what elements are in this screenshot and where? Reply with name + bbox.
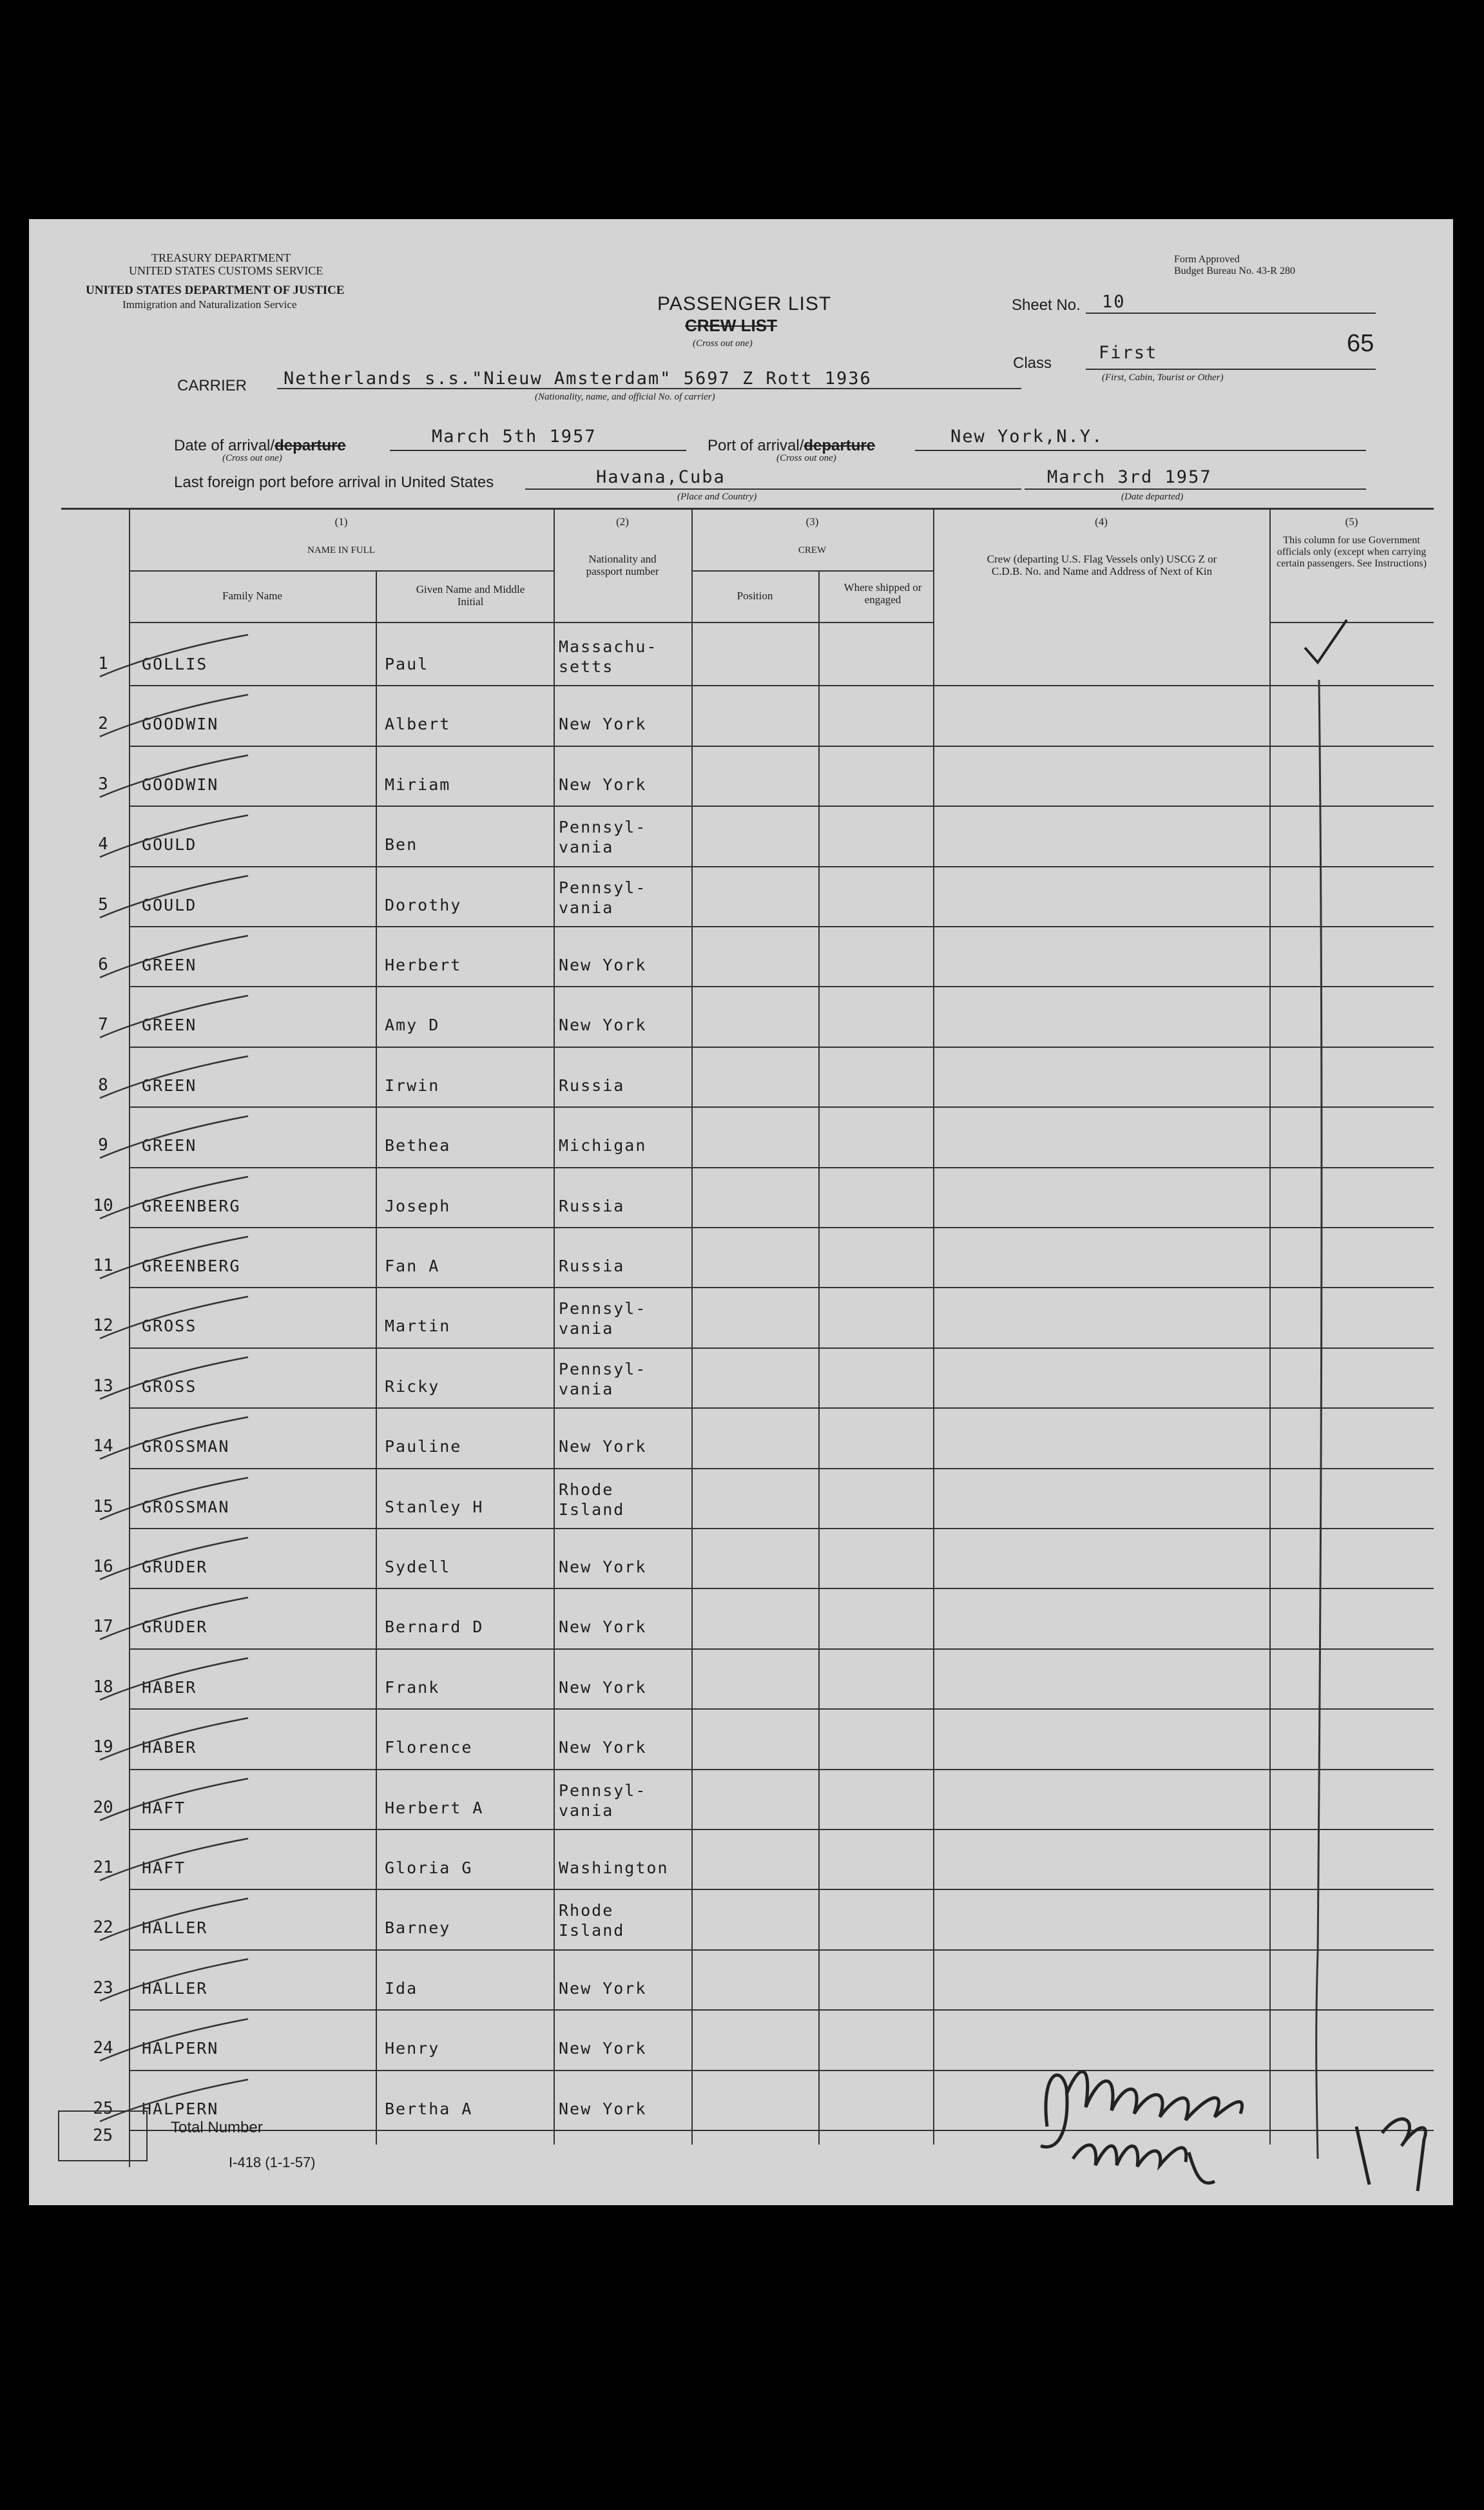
review-tick-mark — [93, 1354, 287, 1405]
row-number: 12 — [93, 1316, 113, 1336]
row-divider — [129, 1588, 1434, 1589]
review-tick-mark — [93, 1956, 287, 2007]
row-divider — [129, 2009, 1434, 2011]
family-name: GROSS — [142, 1376, 197, 1396]
given-name: Frank — [385, 1677, 440, 1697]
given-name: Amy D — [385, 1016, 440, 1035]
nationality: New York — [559, 1978, 647, 1998]
nationality: Pennsyl- vania — [559, 1299, 647, 1338]
row-number: 8 — [98, 1075, 108, 1095]
given-name: Dorothy — [385, 895, 462, 914]
form-approved: Form Approved — [1174, 254, 1240, 265]
review-tick-mark — [93, 1113, 287, 1164]
family-name: GROSS — [142, 1317, 197, 1336]
arrival-date-label: Date of arrival/departure — [174, 437, 346, 454]
col-position: Position — [737, 590, 773, 602]
title-crew-list: CREW LIST — [685, 316, 777, 335]
departed-date: March 3rd 1957 — [1047, 467, 1212, 487]
passenger-list-form — [29, 219, 1453, 2205]
col-given-name: Given Name and Middle Initial — [416, 583, 525, 608]
sheet-number: 10 — [1102, 292, 1126, 312]
family-name: GOULD — [142, 835, 197, 854]
review-tick-mark — [93, 632, 287, 683]
nationality: New York — [559, 2099, 647, 2118]
row-divider — [129, 1227, 1434, 1228]
given-name: Sydell — [385, 1558, 451, 1576]
nationality: Washington — [559, 1858, 669, 1877]
col2-number: (2) — [616, 516, 629, 528]
row-divider — [129, 1468, 1434, 1469]
official-check-mark — [1292, 612, 1421, 2185]
nationality: New York — [559, 1558, 647, 1576]
agency-customs: UNITED STATES CUSTOMS SERVICE — [129, 264, 323, 277]
row-divider — [129, 1949, 1434, 1951]
nationality: Pennsyl- vania — [559, 1781, 647, 1820]
given-name: Martin — [385, 1317, 451, 1336]
row-divider — [129, 1889, 1434, 1890]
family-name: HALLER — [142, 1978, 208, 1998]
review-tick-mark — [93, 992, 287, 1044]
given-name: Miriam — [385, 775, 451, 794]
nationality: New York — [559, 1677, 647, 1697]
col-where-shipped: Where shipped or engaged — [843, 581, 922, 606]
foreign-port: Havana,Cuba — [596, 467, 726, 487]
review-tick-mark — [93, 1895, 287, 1947]
col4-number: (4) — [1095, 516, 1108, 528]
given-name: Bernard D — [385, 1617, 484, 1637]
budget-bureau: Budget Bureau No. 43-R 280 — [1174, 265, 1295, 276]
given-name: Bertha A — [385, 2099, 473, 2118]
given-name: Henry — [385, 2039, 440, 2058]
col5-title: This column for use Government officials only (except when carrying certain passengers. See Instructions) — [1277, 535, 1427, 569]
nationality: Rhode Island — [559, 1480, 625, 1519]
col5-number: (5) — [1345, 516, 1358, 528]
row-divider — [129, 1829, 1434, 1830]
given-name: Ben — [385, 835, 418, 854]
nationality: New York — [559, 1738, 647, 1757]
nationality: Pennsyl- vania — [559, 878, 647, 917]
row-divider — [129, 866, 1434, 867]
family-name: GREENBERG — [142, 1257, 241, 1275]
given-name: Stanley H — [385, 1497, 484, 1516]
carrier-label: CARRIER — [177, 377, 247, 394]
row-number: 22 — [93, 1918, 113, 1938]
nationality: New York — [559, 2039, 647, 2058]
arrival-port-note: (Cross out one) — [776, 453, 836, 463]
col1-number: (1) — [334, 516, 348, 528]
row-number: 4 — [98, 835, 108, 854]
family-name: GRUDER — [142, 1558, 208, 1576]
total-box — [58, 2110, 148, 2161]
row-divider — [129, 1047, 1434, 1048]
row-number: 13 — [93, 1376, 113, 1396]
given-name: Paul — [385, 655, 429, 673]
class-value: First — [1099, 343, 1158, 363]
row-divider — [129, 926, 1434, 927]
review-tick-mark — [93, 2016, 287, 2067]
given-name: Albert — [385, 715, 451, 734]
row-number: 16 — [93, 1557, 113, 1576]
family-name: HABER — [142, 1677, 197, 1697]
row-divider — [129, 1106, 1434, 1108]
family-name: HABER — [142, 1738, 197, 1757]
col2-title: Nationality and passport number — [586, 553, 659, 577]
given-name: Herbert — [385, 956, 462, 974]
row-divider — [129, 806, 1434, 807]
foreign-port-label: Last foreign port before arrival in United States — [174, 474, 494, 491]
class-stamp: 65 — [1347, 330, 1374, 357]
agency-treasury: TREASURY DEPARTMENT — [151, 251, 291, 264]
row-number: 18 — [93, 1677, 113, 1697]
row-number: 6 — [98, 955, 108, 974]
review-tick-mark — [93, 1053, 287, 1105]
review-tick-mark — [93, 932, 287, 984]
carrier-note: (Nationality, name, and official No. of carrier) — [535, 392, 715, 402]
review-tick-mark — [93, 1655, 287, 1706]
review-tick-mark — [93, 1775, 287, 1827]
row-number: 3 — [98, 774, 108, 794]
nationality: Pennsyl- vania — [559, 818, 647, 857]
arrival-date-note: (Cross out one) — [222, 453, 282, 463]
family-name: HALLER — [142, 1918, 208, 1938]
nationality: New York — [559, 715, 647, 734]
row-divider — [129, 1769, 1434, 1770]
review-tick-mark — [93, 1173, 287, 1225]
row-number: 24 — [93, 2038, 113, 2058]
row-number: 7 — [98, 1015, 108, 1035]
family-name: HAFT — [142, 1798, 186, 1817]
arrival-port-label: Port of arrival/departure — [708, 437, 876, 454]
col1-title: NAME IN FULL — [307, 545, 375, 555]
given-name: Pauline — [385, 1437, 462, 1456]
nationality: New York — [559, 956, 647, 974]
given-name: Bethea — [385, 1136, 451, 1155]
row-number: 14 — [93, 1436, 113, 1456]
title-note: (Cross out one) — [693, 338, 753, 349]
row-number: 21 — [93, 1858, 113, 1877]
nationality: Russia — [559, 1076, 625, 1095]
review-tick-mark — [93, 812, 287, 864]
nationality: Rhode Island — [559, 1901, 625, 1940]
total-value: 25 — [92, 2126, 113, 2145]
row-number: 11 — [93, 1256, 113, 1275]
arrival-port: New York,N.Y. — [950, 427, 1104, 447]
nationality: Russia — [559, 1196, 625, 1215]
family-name: GOODWIN — [142, 715, 219, 734]
agency-immigration: Immigration and Naturalization Service — [122, 298, 297, 311]
family-name: HAFT — [142, 1858, 186, 1877]
nationality: Massachu- setts — [559, 637, 658, 676]
row-number: 17 — [93, 1617, 113, 1637]
family-name: GRUDER — [142, 1617, 208, 1637]
given-name: Fan A — [385, 1257, 440, 1275]
nationality: Russia — [559, 1257, 625, 1275]
review-tick-mark — [93, 1474, 287, 1526]
col-family-name: Family Name — [222, 590, 282, 602]
row-number: 19 — [93, 1737, 113, 1757]
given-name: Gloria G — [385, 1858, 473, 1877]
review-tick-mark — [93, 1715, 287, 1766]
review-tick-mark — [93, 691, 287, 743]
review-tick-mark — [93, 1594, 287, 1646]
arrival-date: March 5th 1957 — [432, 427, 597, 447]
family-name: GOULD — [142, 895, 197, 914]
row-divider — [129, 1407, 1434, 1409]
row-number: 25 — [93, 2098, 113, 2118]
review-tick-mark — [93, 1233, 287, 1285]
officer-signature — [1021, 2049, 1434, 2197]
family-name: GROSSMAN — [142, 1437, 230, 1456]
sheet-label: Sheet No. — [1012, 296, 1081, 314]
given-name: Herbert A — [385, 1798, 484, 1817]
row-divider — [129, 1708, 1434, 1710]
family-name: GOLLIS — [142, 655, 208, 673]
row-number: 1 — [98, 654, 108, 673]
family-name: HALPERN — [142, 2039, 219, 2058]
given-name: Joseph — [385, 1196, 451, 1215]
row-number: 2 — [98, 714, 108, 734]
row-divider — [129, 1167, 1434, 1168]
given-name: Ricky — [385, 1376, 440, 1396]
col4-title: Crew (departing U.S. Flag Vessels only) USCG Z or C.D.B. No. and Name and Address of Next of Kin — [987, 553, 1217, 577]
given-name: Florence — [385, 1738, 473, 1757]
nationality: New York — [559, 1437, 647, 1456]
family-name: GREEN — [142, 1016, 197, 1035]
review-tick-mark — [93, 873, 287, 924]
nationality: New York — [559, 1016, 647, 1035]
title-passenger-list: PASSENGER LIST — [657, 293, 832, 314]
row-divider — [129, 1287, 1434, 1288]
row-divider — [129, 1648, 1434, 1650]
family-name: GOODWIN — [142, 775, 219, 794]
class-note: (First, Cabin, Tourist or Other) — [1102, 372, 1224, 383]
given-name: Ida — [385, 1978, 418, 1998]
review-tick-mark — [93, 752, 287, 804]
review-tick-mark — [93, 1414, 287, 1465]
review-tick-mark — [93, 1293, 287, 1345]
row-number: 10 — [93, 1195, 113, 1215]
given-name: Irwin — [385, 1076, 440, 1095]
review-tick-mark — [93, 1835, 287, 1887]
total-label: Total Number — [171, 2119, 263, 2136]
form-number: I-418 (1-1-57) — [229, 2154, 316, 2170]
agency-justice: UNITED STATES DEPARTMENT OF JUSTICE — [86, 284, 345, 297]
family-name: GREENBERG — [142, 1196, 241, 1215]
row-divider — [129, 746, 1434, 747]
col3-number: (3) — [805, 516, 819, 528]
row-divider — [129, 685, 1434, 686]
row-number: 9 — [98, 1135, 108, 1155]
foreign-port-note: (Place and Country) — [677, 492, 757, 502]
departed-note: (Date departed) — [1121, 492, 1184, 502]
given-name: Barney — [385, 1918, 451, 1938]
family-name: GREEN — [142, 956, 197, 974]
row-number: 15 — [93, 1496, 113, 1516]
row-number: 20 — [93, 1797, 113, 1817]
nationality: New York — [559, 775, 647, 794]
nationality: Michigan — [559, 1136, 647, 1155]
nationality: New York — [559, 1617, 647, 1637]
row-number: 23 — [93, 1978, 113, 1998]
carrier-value: Netherlands s.s."Nieuw Amsterdam" 5697 Z Rott 1936 — [284, 369, 872, 389]
col3-title: CREW — [798, 545, 827, 555]
family-name: HALPERN — [142, 2099, 219, 2118]
class-label: Class — [1013, 354, 1052, 372]
row-divider — [129, 1347, 1434, 1349]
family-name: GROSSMAN — [142, 1497, 230, 1516]
row-divider — [129, 986, 1434, 987]
row-number: 5 — [98, 894, 108, 914]
review-tick-mark — [93, 1534, 287, 1586]
row-divider — [129, 1528, 1434, 1529]
family-name: GREEN — [142, 1136, 197, 1155]
nationality: Pennsyl- vania — [559, 1359, 647, 1398]
family-name: GREEN — [142, 1076, 197, 1095]
